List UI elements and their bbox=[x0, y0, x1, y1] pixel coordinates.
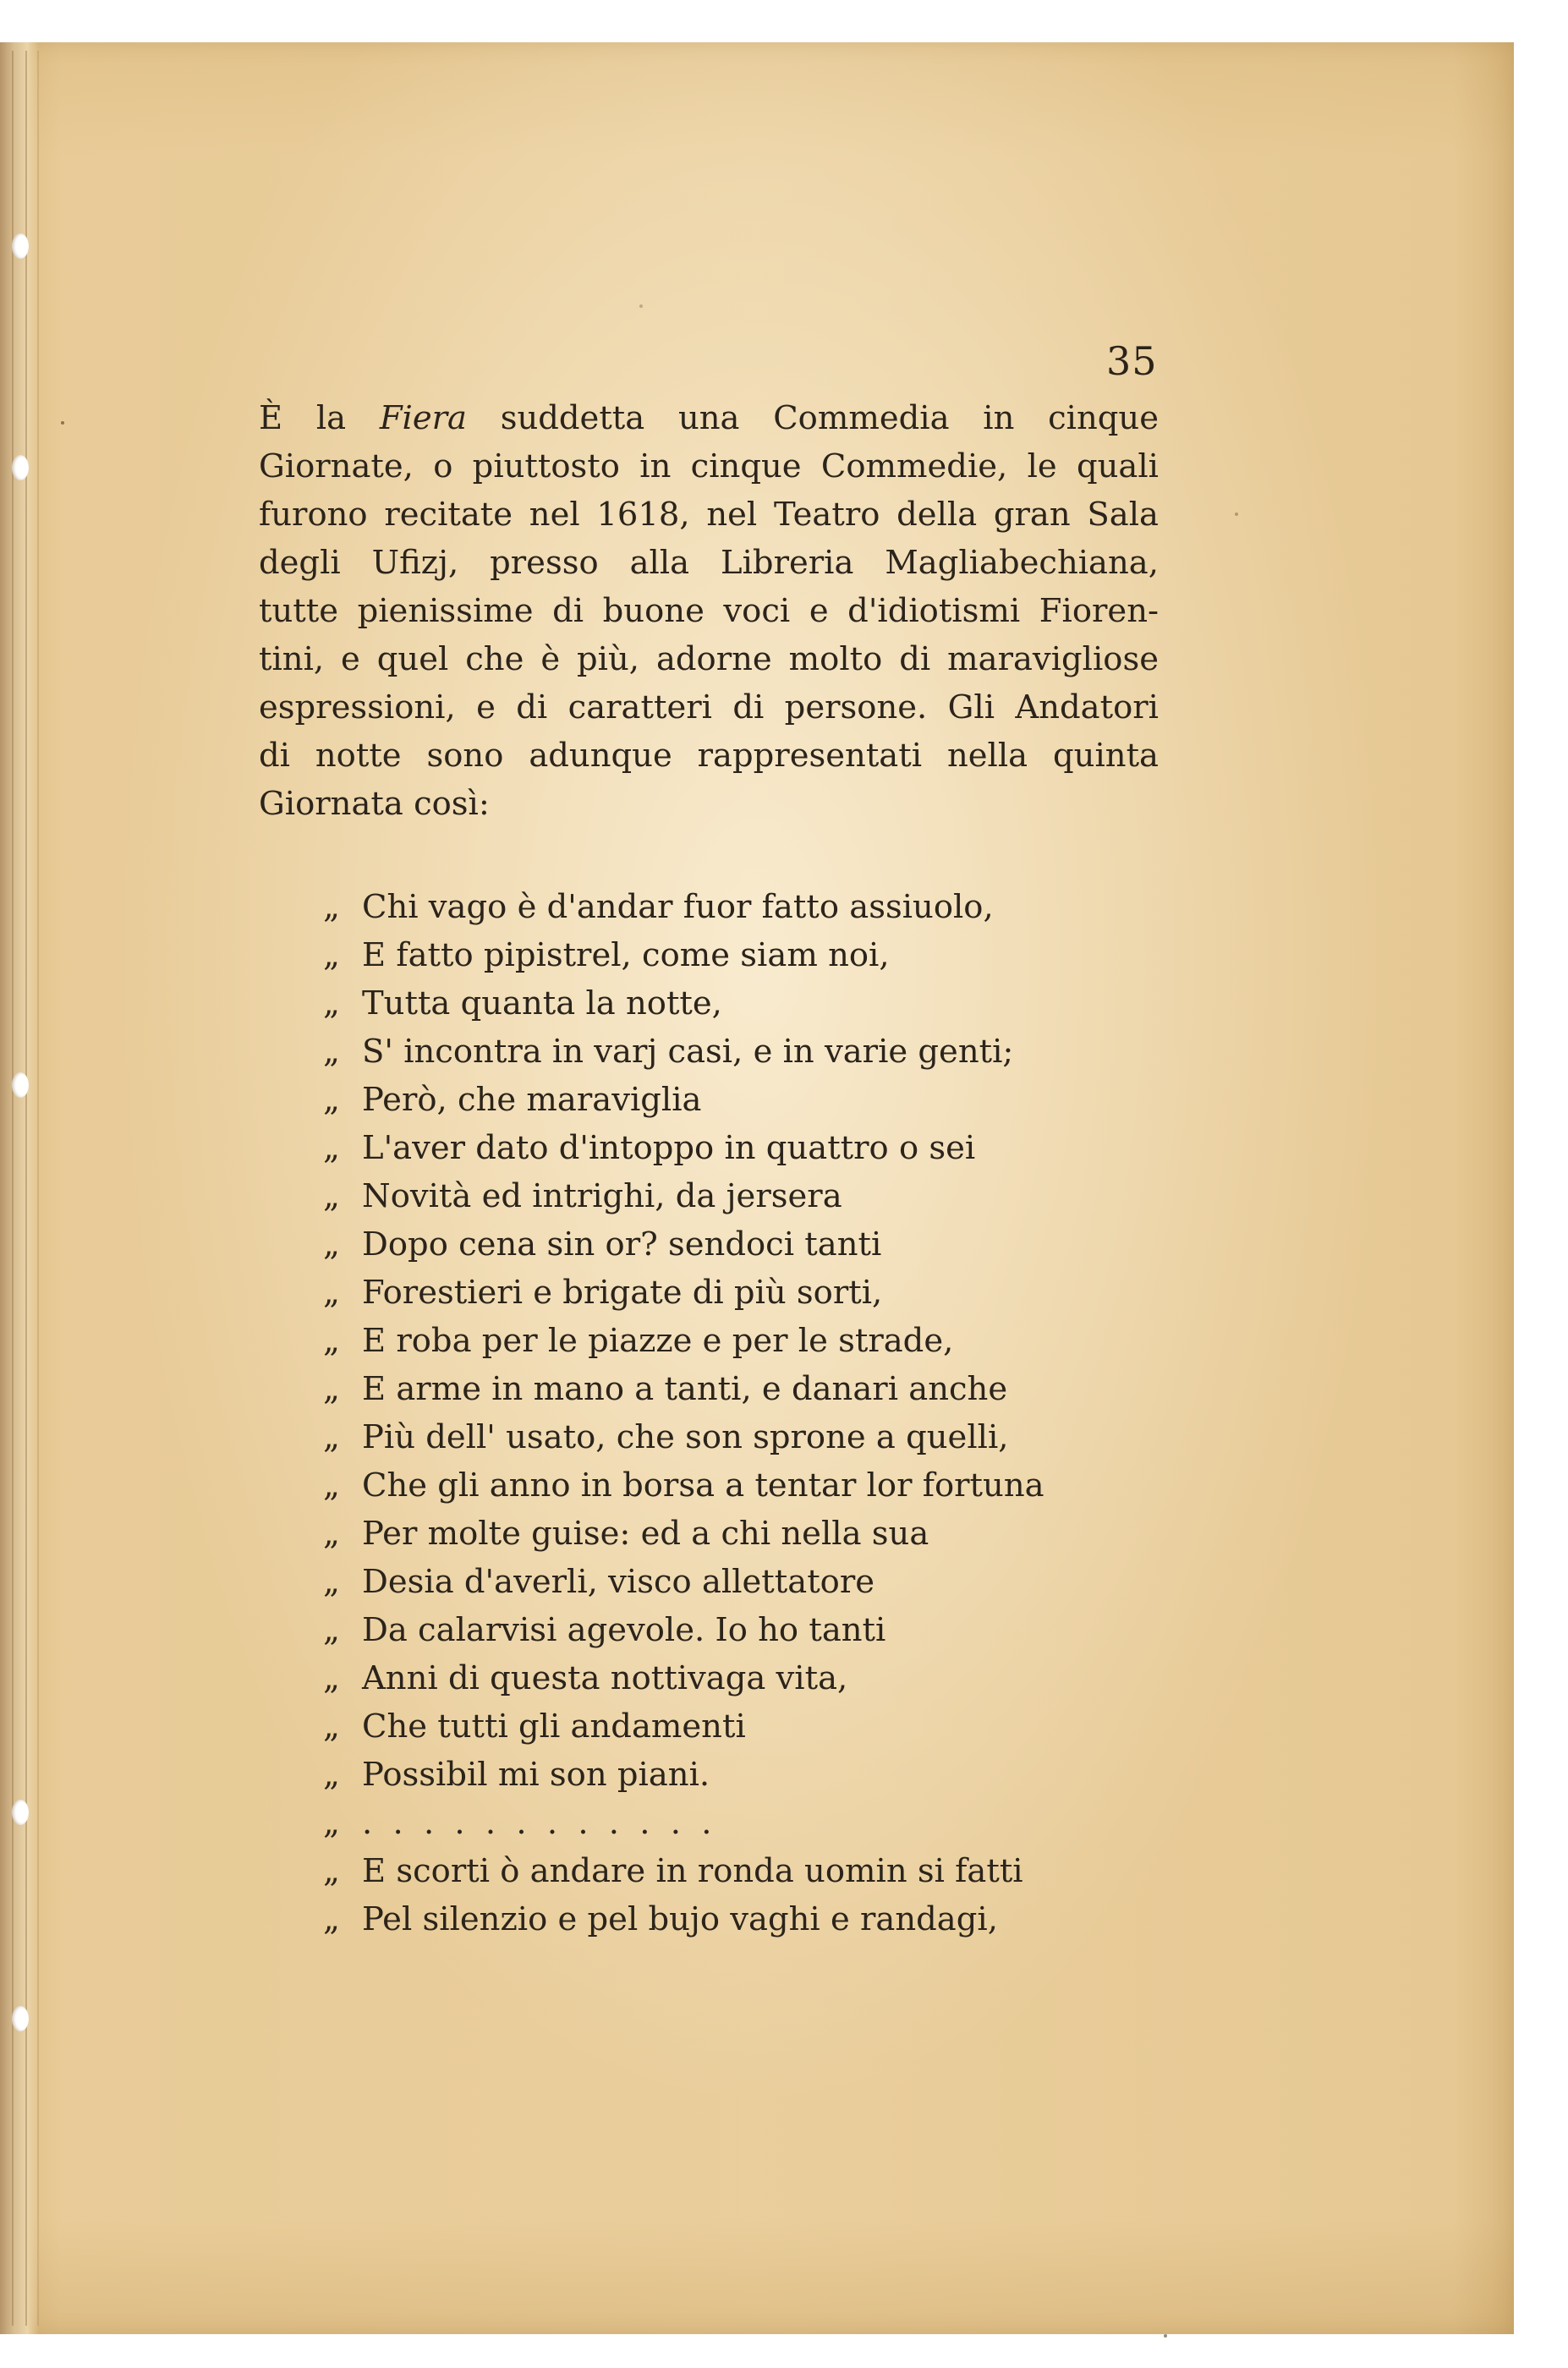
verse-line bbox=[323, 1028, 1044, 1076]
verse-text: Dopo cena sin or? sendoci tanti bbox=[362, 1225, 882, 1263]
verse-text: Che tutti gli andamenti bbox=[362, 1707, 746, 1746]
verse-text: E roba per le piazze e per le strade, bbox=[362, 1322, 954, 1360]
verse-text: S' incontra in varj casi, e in varie genti; bbox=[362, 1033, 1014, 1071]
verse-ellipsis-line bbox=[323, 1799, 1044, 1847]
verse-quote-mark: „ bbox=[323, 1177, 340, 1215]
verse-text: Più dell' usato, che son sprone a quelli, bbox=[362, 1418, 1009, 1456]
gutter-crease-line bbox=[25, 51, 27, 2326]
verse-quote-mark: „ bbox=[323, 1804, 340, 1842]
paper-speck bbox=[61, 421, 64, 425]
verse-line bbox=[323, 1413, 1044, 1461]
binding-hole bbox=[12, 455, 29, 480]
verse-line bbox=[323, 979, 1044, 1028]
verse-line bbox=[323, 1510, 1044, 1558]
verse-line bbox=[323, 1751, 1044, 1799]
verse-line bbox=[323, 1702, 1044, 1751]
verse-quote-mark: „ bbox=[323, 1563, 340, 1601]
intro-line bbox=[259, 394, 1159, 442]
verse-text: Possibil mi son piani. bbox=[362, 1756, 710, 1794]
verse-text: Novità ed intrighi, da jersera bbox=[362, 1177, 842, 1215]
verse-line bbox=[323, 1847, 1044, 1895]
verse-quote-mark: „ bbox=[323, 1225, 340, 1263]
verse-quote-mark: „ bbox=[323, 1033, 340, 1071]
verse-ellipsis: . . . . . . . . . . . . bbox=[362, 1804, 717, 1842]
verse-quote-mark: „ bbox=[323, 984, 340, 1022]
paper-speck bbox=[639, 304, 643, 308]
verse-text: L'aver dato d'intoppo in quattro o sei bbox=[362, 1129, 976, 1167]
verse-text: Tutta quanta la notte, bbox=[362, 984, 722, 1022]
intro-line: furono recitate nel 1618, nel Teatro della gran Sala bbox=[259, 496, 1159, 534]
verse-quote-mark: „ bbox=[323, 1129, 340, 1167]
verse-quote-mark: „ bbox=[323, 1852, 340, 1890]
intro-line-1-end: suddetta una Commedia in cinque bbox=[466, 399, 1159, 437]
quoted-verse-block bbox=[323, 883, 1044, 1943]
intro-line: tini, e quel che è più, adorne molto di maravigliose bbox=[259, 640, 1159, 678]
verse-quote-mark: „ bbox=[323, 1274, 340, 1312]
verse-text: Per molte guise: ed a chi nella sua bbox=[362, 1515, 929, 1553]
verse-quote-mark: „ bbox=[323, 1418, 340, 1456]
verse-line bbox=[323, 1461, 1044, 1510]
gutter-crease-line bbox=[12, 51, 14, 2326]
verse-text: Anni di questa nottivaga vita, bbox=[362, 1659, 848, 1697]
verse-quote-mark: „ bbox=[323, 1659, 340, 1697]
verse-text: E fatto pipistrel, come siam noi, bbox=[362, 936, 890, 974]
paper-speck bbox=[1164, 2334, 1167, 2338]
binding-hole bbox=[12, 233, 29, 259]
verse-line bbox=[323, 1654, 1044, 1702]
intro-line: tutte pienissime di buone voci e d'idiotismi Fioren- bbox=[259, 592, 1159, 630]
verse-quote-mark: „ bbox=[323, 1611, 340, 1649]
intro-line: espressioni, e di caratteri di persone. Gli Andatori bbox=[259, 688, 1159, 726]
verse-line bbox=[323, 1076, 1044, 1124]
intro-line-1-start: È la bbox=[259, 399, 380, 437]
intro-paragraph bbox=[259, 394, 1159, 828]
verse-text: Chi vago è d'andar fuor fatto assiuolo, bbox=[362, 888, 994, 926]
verse-text: E scorti ò andare in ronda uomin si fatti bbox=[362, 1852, 1023, 1890]
verse-quote-mark: „ bbox=[323, 1707, 340, 1746]
verse-quote-mark: „ bbox=[323, 1756, 340, 1794]
verse-line bbox=[323, 1606, 1044, 1654]
verse-text: Forestieri e brigate di più sorti, bbox=[362, 1274, 883, 1312]
intro-line: degli Ufizj, presso alla Libreria Magliabechiana, bbox=[259, 544, 1159, 582]
intro-line: Giornate, o piuttosto in cinque Commedie, le quali bbox=[259, 447, 1159, 485]
verse-quote-mark: „ bbox=[323, 1515, 340, 1553]
verse-quote-mark: „ bbox=[323, 1081, 340, 1119]
verse-quote-mark: „ bbox=[323, 936, 340, 974]
page-number: 35 bbox=[1106, 338, 1158, 384]
verse-text: Però, che maraviglia bbox=[362, 1081, 702, 1119]
verse-quote-mark: „ bbox=[323, 1900, 340, 1938]
verse-quote-mark: „ bbox=[323, 1370, 340, 1408]
verse-line bbox=[323, 1317, 1044, 1365]
intro-line: di notte sono adunque rappresentati nella quinta bbox=[259, 737, 1159, 775]
verse-line bbox=[323, 931, 1044, 979]
verse-text: Che gli anno in borsa a tentar lor fortuna bbox=[362, 1466, 1044, 1505]
verse-line bbox=[323, 1124, 1044, 1172]
verse-line bbox=[323, 1895, 1044, 1943]
verse-quote-mark: „ bbox=[323, 1466, 340, 1505]
intro-line: Giornata così: bbox=[259, 785, 490, 823]
binding-hole bbox=[12, 1800, 29, 1825]
verse-quote-mark: „ bbox=[323, 1322, 340, 1360]
verse-line bbox=[323, 1269, 1044, 1317]
verse-line bbox=[323, 883, 1044, 931]
verse-text: Desia d'averli, visco allettatore bbox=[362, 1563, 875, 1601]
verse-quote-mark: „ bbox=[323, 888, 340, 926]
binding-hole bbox=[12, 1072, 29, 1098]
verse-line bbox=[323, 1558, 1044, 1606]
verse-text: Da calarvisi agevole. Io ho tanti bbox=[362, 1611, 886, 1649]
verse-text: Pel silenzio e pel bujo vaghi e randagi, bbox=[362, 1900, 998, 1938]
verse-line bbox=[323, 1172, 1044, 1220]
verse-text: E arme in mano a tanti, e danari anche bbox=[362, 1370, 1008, 1408]
verse-line bbox=[323, 1220, 1044, 1269]
binding-gutter bbox=[0, 42, 39, 2334]
paper-speck bbox=[1235, 513, 1238, 516]
gutter-crease-line bbox=[37, 51, 39, 2326]
play-title-fiera: Fiera bbox=[379, 399, 467, 437]
verse-line bbox=[323, 1365, 1044, 1413]
binding-hole bbox=[12, 2006, 29, 2031]
